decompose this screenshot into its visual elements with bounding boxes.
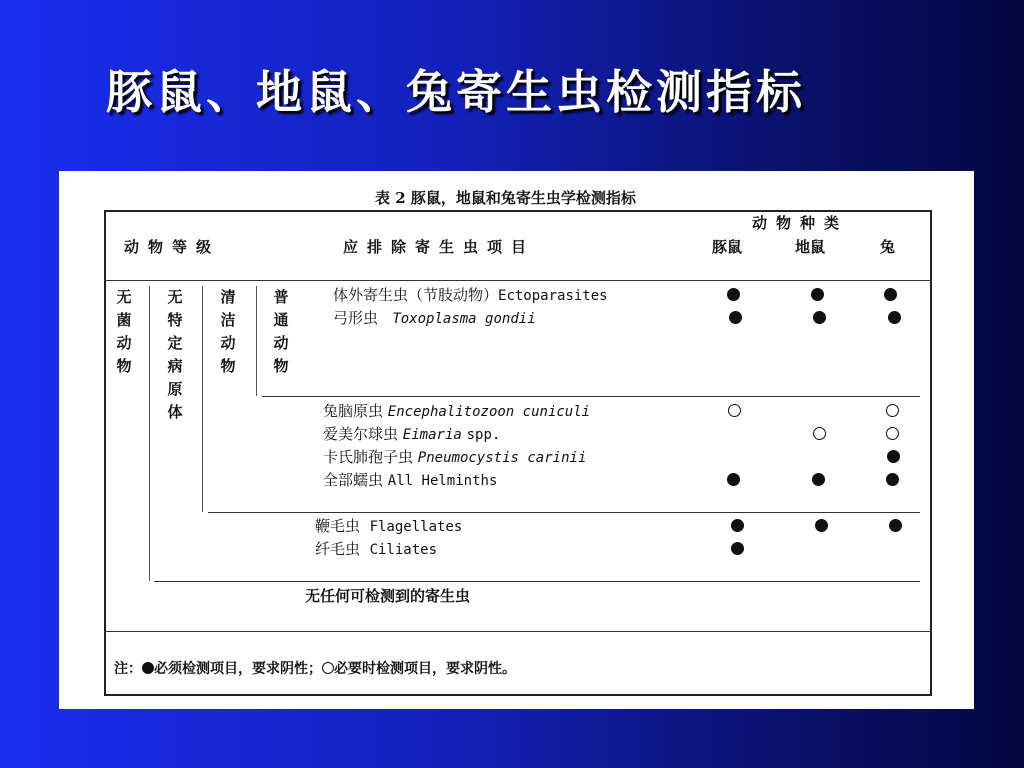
mark-required [813, 311, 826, 324]
mark-required [729, 311, 742, 324]
row-encephalitozoon: 兔脑原虫 Encephalitozoon cuniculi [323, 402, 591, 420]
header-species-group: 动物种类 [752, 214, 849, 232]
row-eimaria: 爱美尔球虫 Eimaria spp. [323, 425, 501, 443]
header-animal-grade: 动物等级 [124, 238, 221, 256]
grade-clean: 清 洁 动 物 [220, 288, 236, 375]
mark-optional [886, 427, 899, 440]
mark-required [884, 288, 897, 301]
row-pneumocystis: 卡氏肺孢子虫 Pneumocystis carinii [323, 448, 587, 466]
mark-required [727, 288, 740, 301]
row-flagellates: 鞭毛虫 Flagellates [315, 517, 463, 535]
mark-required [887, 450, 900, 463]
bracket-line-germfree [149, 286, 150, 581]
mark-required [889, 519, 902, 532]
mark-required [727, 473, 740, 486]
table-caption: 表 2 豚鼠，地鼠和兔寄生虫学检测指标 [375, 189, 636, 207]
mark-required [812, 473, 825, 486]
table-note: 注： 必须检测项目，要求阴性； 必要时检测项目，要求阴性。 [114, 661, 516, 677]
header-species-hamster: 地鼠 [795, 238, 826, 256]
slide-title: 豚鼠、地鼠、兔寄生虫检测指标 [106, 65, 806, 119]
mark-required [886, 473, 899, 486]
row-ciliates: 纤毛虫 Ciliates [315, 540, 437, 558]
row-germfree: 无任何可检测到的寄生虫 [305, 587, 471, 605]
legend-optional-ring [322, 662, 334, 674]
header-species-guinea-pig: 豚鼠 [712, 238, 743, 256]
legend-required-dot [142, 662, 154, 674]
mark-optional [886, 404, 899, 417]
grade-spf: 无 特 定 病 原 体 [167, 288, 183, 421]
mark-required [731, 519, 744, 532]
mark-required [811, 288, 824, 301]
row-toxoplasma: 弓形虫 Toxoplasma gondii [333, 309, 536, 327]
row-helminths: 全部蠕虫 All Helminths [323, 471, 498, 489]
mark-optional [728, 404, 741, 417]
mark-required [815, 519, 828, 532]
note-rule [104, 631, 932, 632]
bracket-line-spf [202, 286, 203, 512]
mark-required [731, 542, 744, 555]
separator-clean [208, 512, 920, 513]
mark-optional [813, 427, 826, 440]
bracket-line-clean [256, 286, 257, 396]
mark-required [888, 311, 901, 324]
grade-conventional: 普 通 动 物 [273, 288, 289, 375]
row-ectoparasites: 体外寄生虫（节肢动物）Ectoparasites [333, 286, 608, 304]
header-species-rabbit: 兔 [880, 238, 896, 256]
grade-germfree: 无 菌 动 物 [116, 288, 132, 375]
separator-spf [154, 581, 920, 582]
separator-conventional [262, 396, 920, 397]
header-rule [104, 280, 932, 281]
header-exclude-items: 应排除寄生虫项目 [343, 238, 536, 256]
